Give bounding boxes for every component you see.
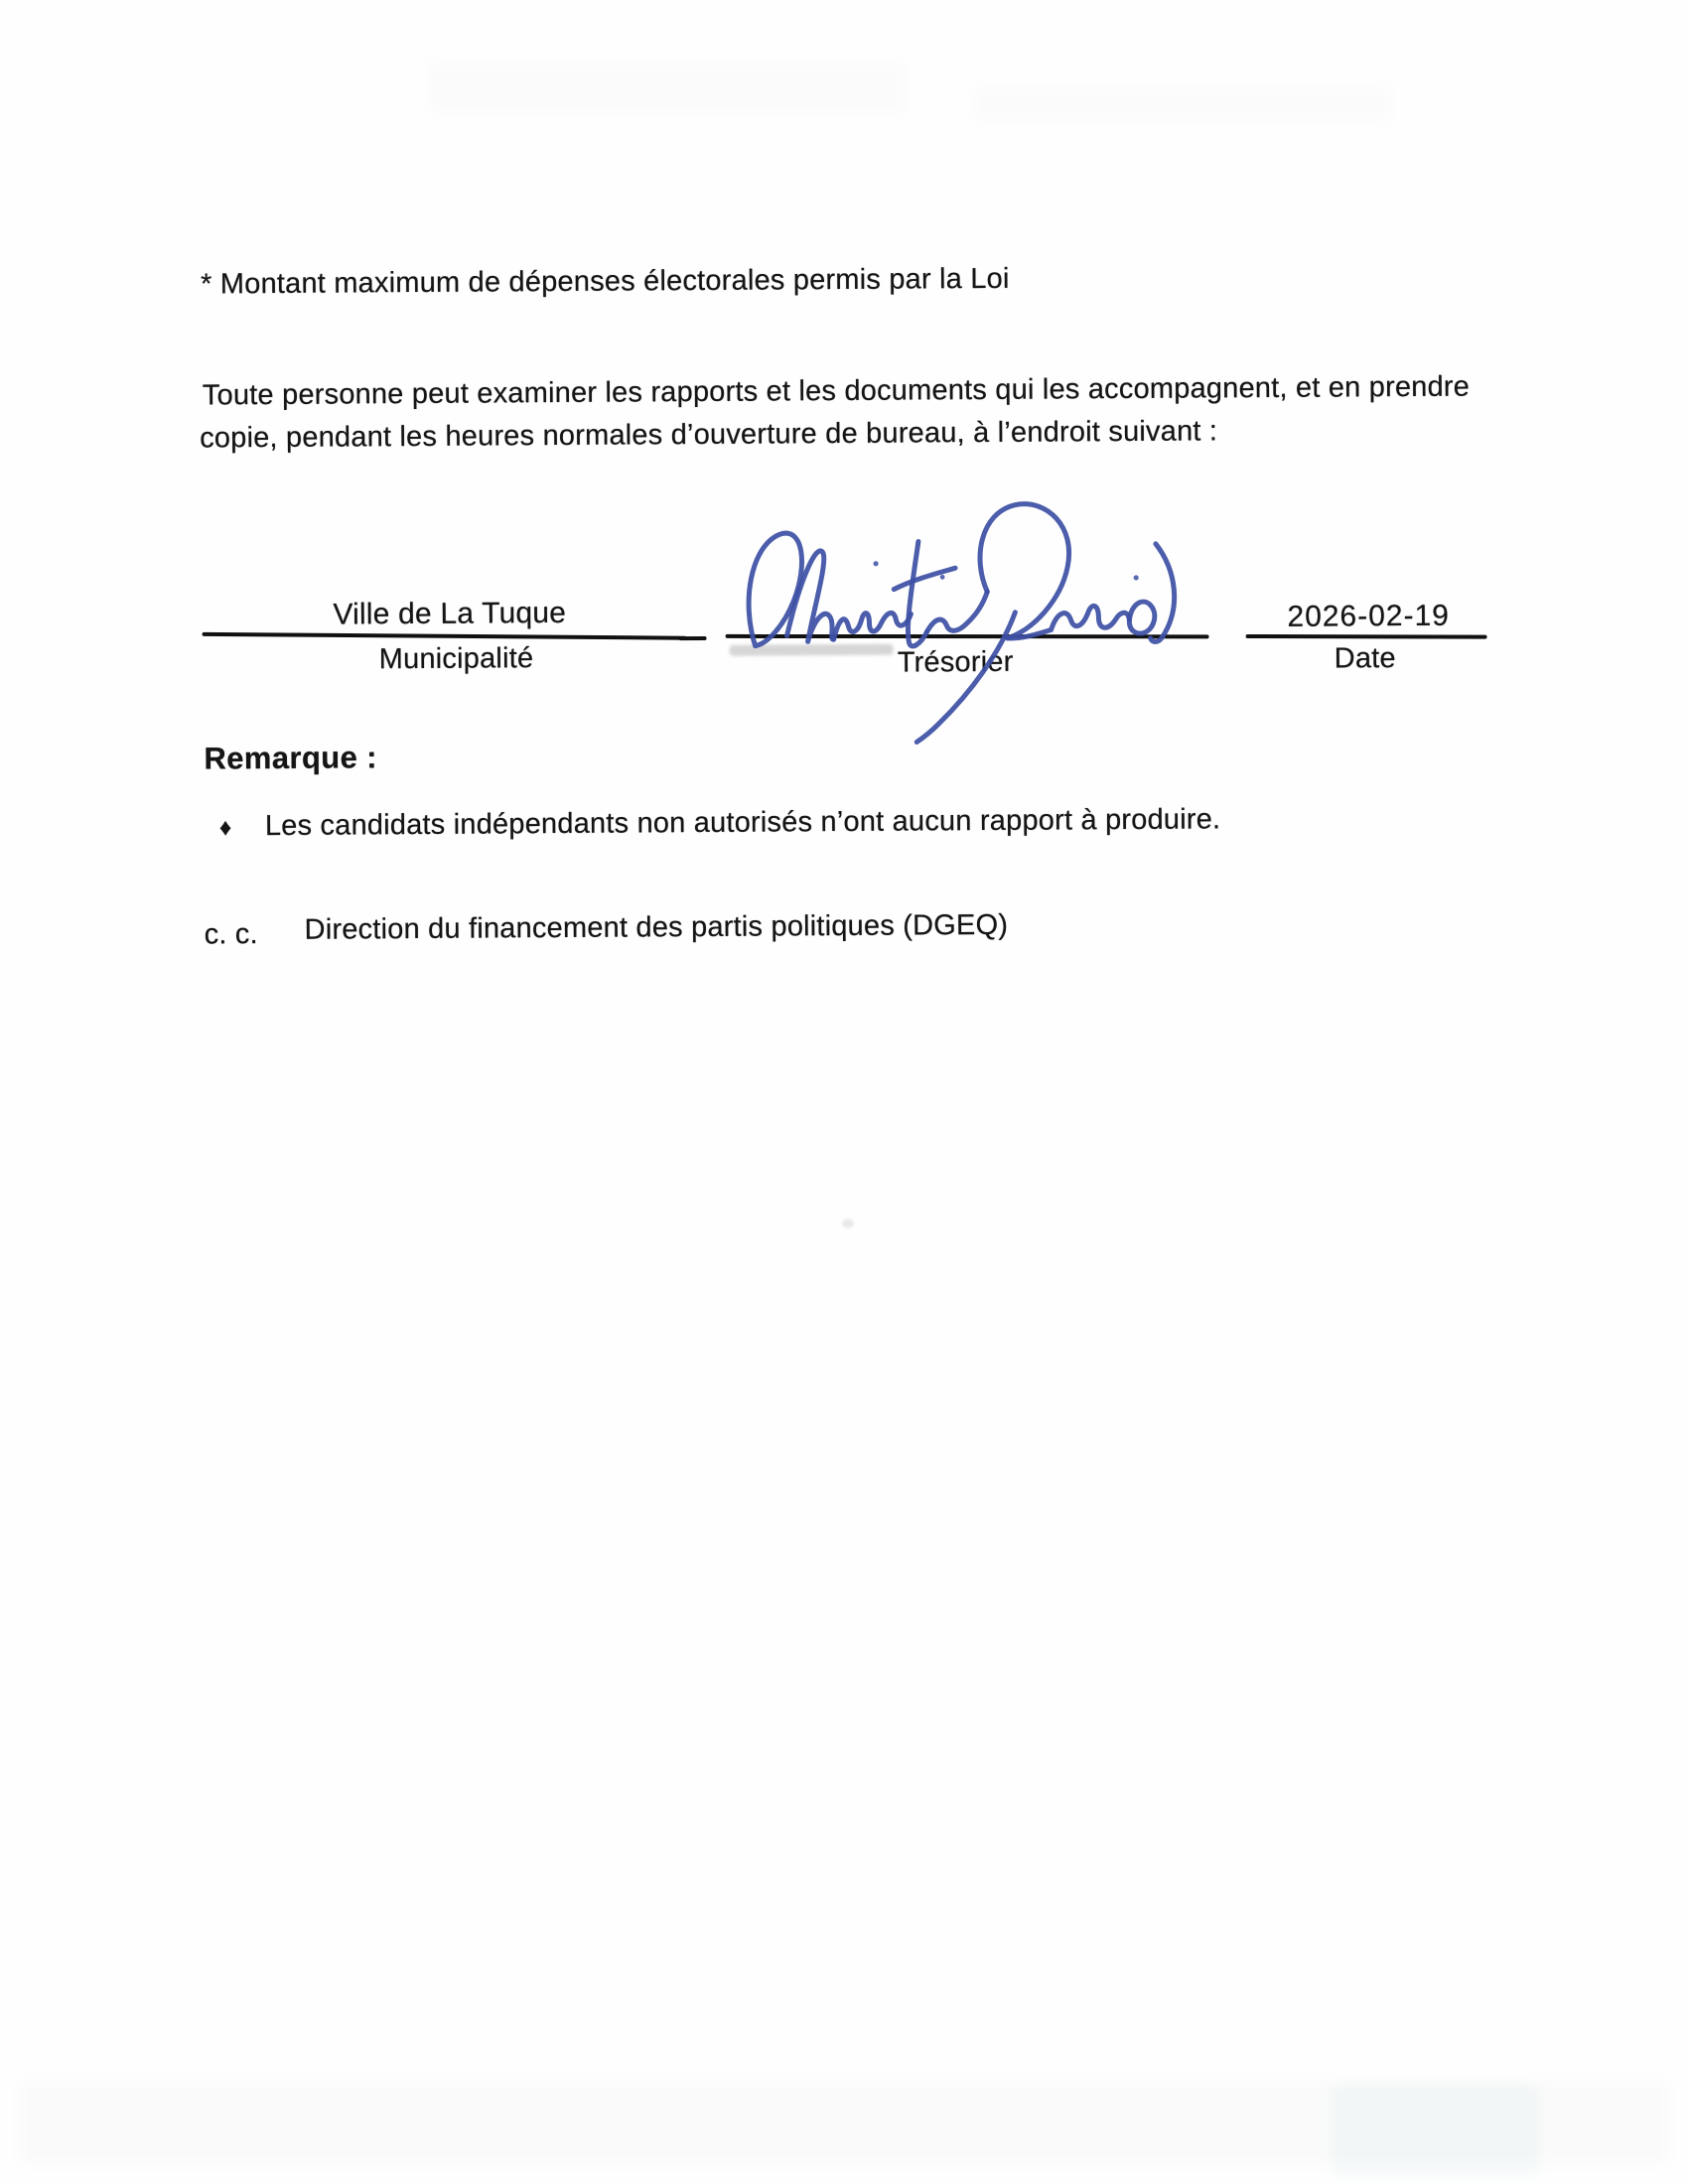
date-value: 2026-02-19 [1287,599,1451,633]
cc-recipient: Direction du financement des partis politiques (DGEQ) [304,908,1009,946]
signature-stroke [894,568,955,589]
inspection-paragraph-line-2: copie, pendant les heures normales d’ouverture de bureau, à l’endroit suivant : [200,415,1218,455]
signature-stroke [1007,606,1129,638]
signature-ink-dot [940,575,945,580]
signature-ink-dot [873,561,878,566]
signature-stroke [908,541,927,646]
municipality-label: Municipalité [378,642,534,676]
treasurer-label: Trésorier [897,645,1014,679]
signature-stroke [833,613,911,639]
diamond-bullet-icon: ♦ [218,814,232,842]
signature-stroke [749,533,803,646]
remark-bullet-text: Les candidats indépendants non autorisés n’ont aucun rapport à produire. [264,803,1221,843]
inspection-paragraph-line-1: Toute personne peut examiner les rapports et les documents qui les accompagnent, et en prendre [202,370,1471,412]
signature-stroke [915,613,1016,743]
handwritten-signature [687,491,1225,749]
cc-label: c. c. [204,918,258,951]
date-underline [1246,634,1487,639]
signature-stroke [926,592,987,631]
remark-heading: Remarque : [204,740,378,776]
date-label: Date [1334,642,1396,675]
municipality-value: Ville de La Tuque [333,596,567,631]
signature-ink-dot [1134,575,1139,580]
signature-stroke [1129,602,1155,633]
footnote-max-expenses: * Montant maximum de dépenses électorales permis par la Loi [200,262,1010,301]
municipality-underline [203,632,687,640]
